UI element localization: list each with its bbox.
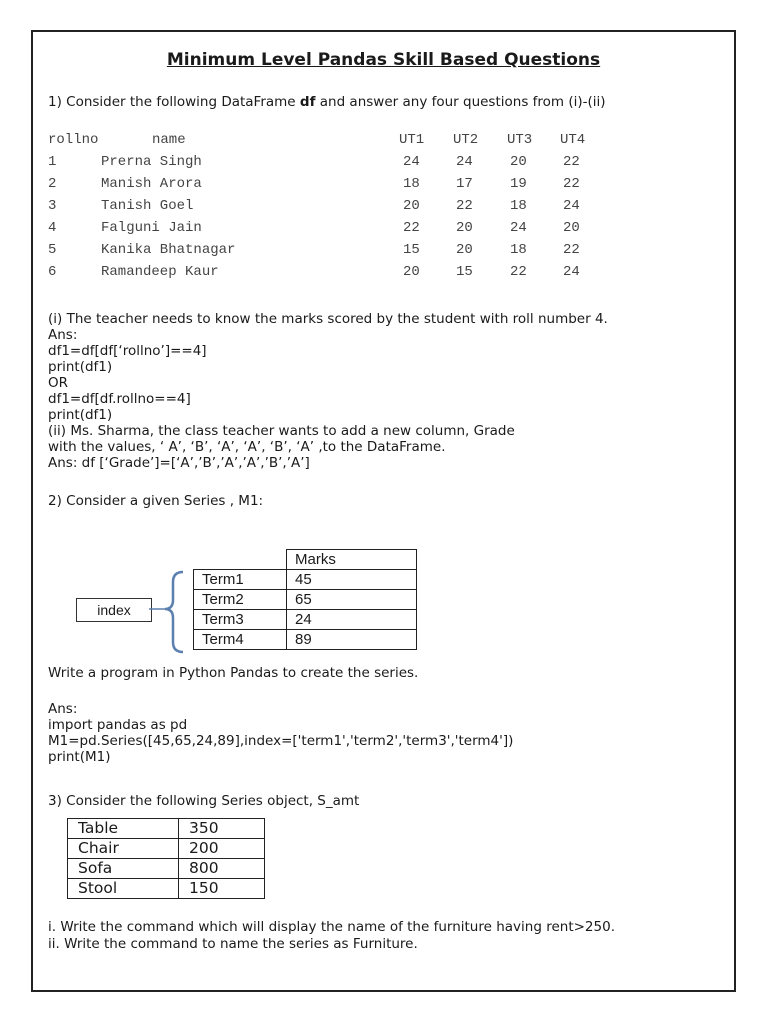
table-cell-value: 350 [179, 819, 265, 839]
q3-line: ii. Write the command to name the series as Furniture. [48, 936, 418, 952]
df-cell-rollno: 2 [48, 176, 57, 192]
table-row [68, 839, 265, 859]
df-cell-ut1: 20 [403, 264, 420, 280]
df-cell-rollno: 1 [48, 154, 57, 170]
table-cell-value: 150 [179, 879, 265, 899]
table-row [194, 570, 417, 590]
df-cell-ut4: 24 [563, 264, 580, 280]
df-header-rollno: rollno [48, 132, 99, 148]
q1-intro [48, 94, 606, 110]
table-row [194, 610, 417, 630]
q1-line: Ans: [48, 327, 78, 343]
df-header-ut2: UT2 [453, 132, 479, 148]
df-cell-ut2: 17 [456, 176, 473, 192]
q1-line: print(df1) [48, 407, 113, 423]
q2-intro: 2) Consider a given Series , M1: [48, 493, 264, 509]
table-cell-item: Chair [68, 839, 179, 859]
df-cell-name: Ramandeep Kaur [101, 264, 219, 280]
table-row [68, 859, 265, 879]
table-cell-item: Table [68, 819, 179, 839]
df-cell-ut1: 15 [403, 242, 420, 258]
df-cell-ut1: 20 [403, 198, 420, 214]
table-header-marks: Marks [287, 550, 417, 570]
df-cell-ut2: 22 [456, 198, 473, 214]
q1-line: with the values, ‘ A’, ‘B’, ‘A’, ‘A’, ‘B’, ‘A’ ,to the DataFrame. [48, 439, 446, 455]
df-cell-ut3: 18 [510, 198, 527, 214]
df-cell-ut4: 22 [563, 154, 580, 170]
df-header-ut3: UT3 [507, 132, 533, 148]
q1-line: (ii) Ms. Sharma, the class teacher wants to add a new column, Grade [48, 423, 515, 439]
table-cell-value: 65 [287, 590, 417, 610]
q1-line: df1=df[df[‘rollno’]==4] [48, 343, 207, 359]
q1-line: df1=df[df.rollno==4] [48, 391, 191, 407]
q1-intro-text-end: and answer any four questions from (i)-(ii) [315, 94, 606, 110]
df-cell-ut4: 22 [563, 242, 580, 258]
table-cell-item: Sofa [68, 859, 179, 879]
df-header-ut1: UT1 [399, 132, 425, 148]
table-cell-index: Term1 [194, 570, 287, 590]
table-cell-empty [194, 550, 287, 570]
table-cell-value: 24 [287, 610, 417, 630]
df-header-name: name [152, 132, 186, 148]
table-row [68, 819, 265, 839]
table-cell-item: Stool [68, 879, 179, 899]
q3-intro: 3) Consider the following Series object, S_amt [48, 793, 360, 809]
q2-line: Write a program in Python Pandas to create the series. [48, 665, 419, 681]
q1-line: print(df1) [48, 359, 113, 375]
q3-line: i. Write the command which will display the name of the furniture having rent>250. [48, 919, 615, 935]
q1-line: OR [48, 375, 69, 391]
table-cell-value: 200 [179, 839, 265, 859]
q2-line: Ans: [48, 701, 78, 717]
df-cell-ut3: 22 [510, 264, 527, 280]
df-cell-ut4: 24 [563, 198, 580, 214]
q2-line: import pandas as pd [48, 717, 188, 733]
series-m1-table [193, 549, 417, 650]
q2-line: print(M1) [48, 749, 111, 765]
df-cell-ut2: 24 [456, 154, 473, 170]
curly-brace-icon [149, 570, 197, 656]
q1-line: Ans: df [‘Grade’]=[‘A’,’B’,’A’,’A’,’B’,’A’] [48, 455, 310, 471]
df-cell-name: Manish Arora [101, 176, 202, 192]
table-cell-index: Term4 [194, 630, 287, 650]
document-title: Minimum Level Pandas Skill Based Questions [166, 50, 601, 70]
df-cell-name: Tanish Goel [101, 198, 194, 214]
index-label-box: index [76, 598, 152, 622]
df-cell-name: Prerna Singh [101, 154, 202, 170]
df-cell-ut1: 18 [403, 176, 420, 192]
df-cell-ut2: 20 [456, 220, 473, 236]
df-cell-ut2: 15 [456, 264, 473, 280]
df-header-ut4: UT4 [560, 132, 586, 148]
df-cell-ut3: 24 [510, 220, 527, 236]
table-cell-index: Term3 [194, 610, 287, 630]
df-cell-ut1: 22 [403, 220, 420, 236]
table-row [68, 879, 265, 899]
table-cell-value: 800 [179, 859, 265, 879]
table-cell-value: 45 [287, 570, 417, 590]
q2-line: M1=pd.Series([45,65,24,89],index=['term1','term2','term3','term4']) [48, 733, 514, 749]
series-s-amt-table [67, 818, 265, 899]
table-cell-index: Term2 [194, 590, 287, 610]
df-cell-rollno: 4 [48, 220, 57, 236]
df-cell-ut3: 18 [510, 242, 527, 258]
df-cell-name: Falguni Jain [101, 220, 202, 236]
df-cell-ut4: 22 [563, 176, 580, 192]
df-cell-ut4: 20 [563, 220, 580, 236]
table-row [194, 550, 417, 570]
df-cell-ut1: 24 [403, 154, 420, 170]
table-row [194, 590, 417, 610]
brace-path [165, 572, 183, 652]
df-cell-rollno: 6 [48, 264, 57, 280]
table-cell-value: 89 [287, 630, 417, 650]
q1-intro-text: 1) Consider the following DataFrame [48, 94, 300, 110]
q1-line: (i) The teacher needs to know the marks scored by the student with roll number 4. [48, 311, 608, 327]
df-cell-rollno: 5 [48, 242, 57, 258]
df-cell-ut2: 20 [456, 242, 473, 258]
q1-intro-df: df [299, 94, 316, 110]
table-row [194, 630, 417, 650]
df-cell-rollno: 3 [48, 198, 57, 214]
document-page [31, 30, 736, 992]
df-cell-name: Kanika Bhatnagar [101, 242, 236, 258]
df-cell-ut3: 20 [510, 154, 527, 170]
df-cell-ut3: 19 [510, 176, 527, 192]
